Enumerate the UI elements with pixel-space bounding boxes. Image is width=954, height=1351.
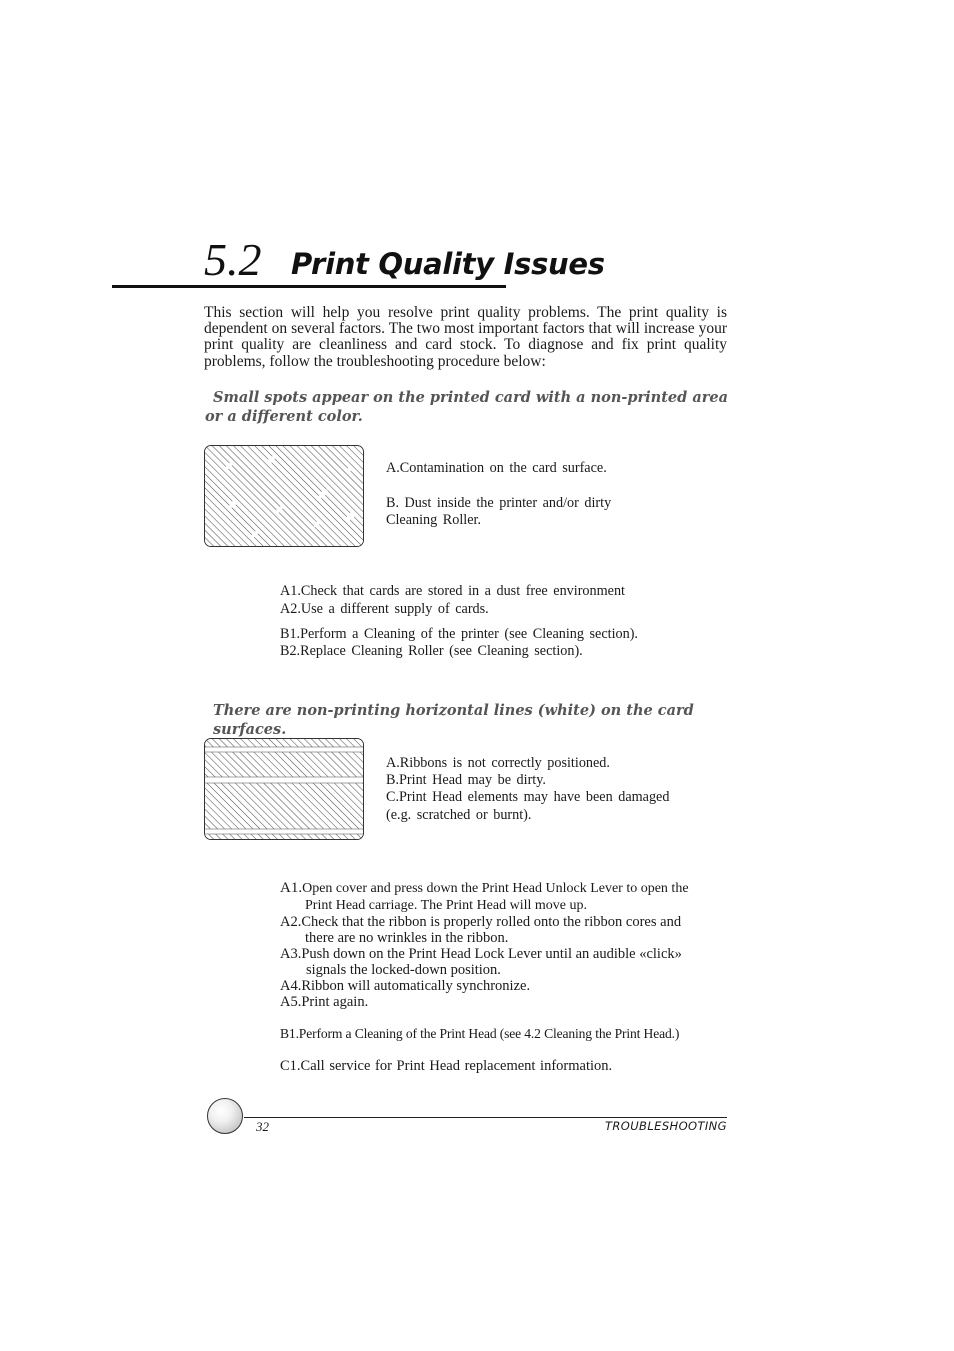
- cause-a: A.Contamination on the card surface.: [386, 460, 607, 476]
- fix-a3-lock-lever: A3.Push down on the Print Head Lock Lever until an audible «click»: [280, 946, 682, 962]
- cause-damaged-head-cont: (e.g. scratched or burnt).: [386, 807, 532, 823]
- card-spots-illustration: [204, 445, 364, 547]
- card-lines-illustration: [204, 738, 364, 840]
- fix-b2: B2.Replace Cleaning Roller (see Cleaning section).: [280, 643, 583, 659]
- fix-a1-cont: Print Head carriage. The Print Head will move up.: [305, 898, 587, 913]
- intro-paragraph: This section will help you resolve print quality problems. The print quality is dependent on several factors. The two most important factors that will increase your print quality are cleanliness and card stock. To diagnose and fix print quality problems, follow the troubleshooting procedure below:: [204, 304, 727, 370]
- issue-heading-lines: There are non-printing horizontal lines (white) on the card surfaces.: [213, 702, 694, 738]
- cause-damaged-head: C.Print Head elements may have been damaged: [386, 789, 670, 805]
- page-number: 32: [256, 1119, 269, 1134]
- fix-a5-print-again: A5.Print again.: [280, 994, 369, 1010]
- footer-rule: [244, 1117, 727, 1118]
- fix-a2-cont: there are no wrinkles in the ribbon.: [305, 930, 509, 946]
- fix-a2-check-ribbon: A2.Check that the ribbon is properly rolled onto the ribbon cores and: [280, 914, 682, 930]
- fix-b1: B1.Perform a Cleaning of the printer (see Cleaning section).: [280, 626, 638, 642]
- fix-a1: A1.Check that cards are stored in a dust free environment: [280, 583, 625, 599]
- footer-section-title: TROUBLESHOOTING: [604, 1119, 727, 1133]
- fix-a4-synchronize: A4.Ribbon will automatically synchronize.: [280, 978, 531, 994]
- cause-b: B. Dust inside the printer and/or dirty: [386, 495, 612, 511]
- lined-card-graphic: [205, 739, 363, 839]
- title-underline: [112, 285, 506, 288]
- cause-dirty-head: B.Print Head may be dirty.: [386, 772, 546, 788]
- cause-ribbon: A.Ribbons is not correctly positioned.: [386, 755, 610, 771]
- section-number: 5.2: [204, 234, 262, 285]
- fix-c1-call-service: C1.Call service for Print Head replacement information.: [280, 1058, 613, 1074]
- fix-a1-text: Open cover and press down the Print Head Unlock Lever to open the: [302, 881, 689, 896]
- fix-a2: A2.Use a different supply of cards.: [280, 601, 489, 617]
- spotted-card-graphic: [205, 446, 363, 546]
- fix-a3-cont: signals the locked-down position.: [306, 962, 501, 978]
- issue-heading-spots: Small spots appear on the printed card with a non-printed area or a different color.: [205, 389, 728, 425]
- fix-a1-label: A1.: [280, 880, 303, 896]
- fix-b1-clean-head: B1.Perform a Cleaning of the Print Head (see 4.2 Cleaning the Print Head.): [280, 1026, 680, 1041]
- fix-a1-open-cover: [280, 880, 689, 897]
- page-title: Print Quality Issues: [291, 247, 605, 281]
- page-tab-circle: [207, 1098, 243, 1134]
- cause-b-cont: Cleaning Roller.: [386, 512, 481, 528]
